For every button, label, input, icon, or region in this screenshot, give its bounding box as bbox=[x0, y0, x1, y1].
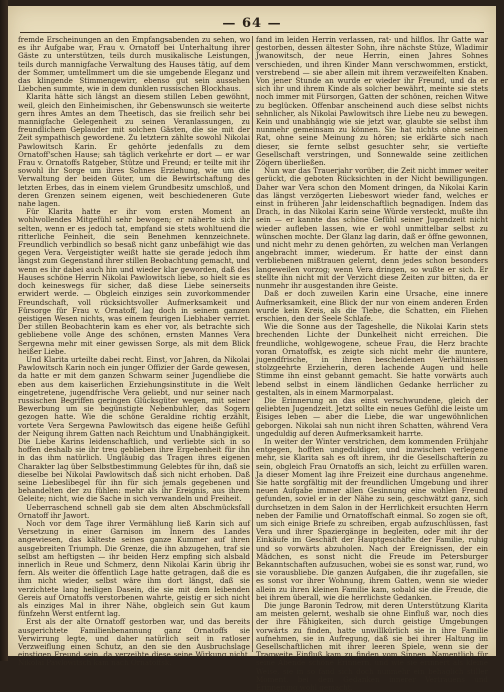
paragraph: fremde Erscheinungen an den Empfangsabenden zu sehen, wo es ihr Aufgabe war, Frau v. Ornatoff bei Unterhaltung ihrer Gäste zu unterstützen, teils durch musikalische Leistungen, teils durch mannigfache Verwaltung des Hauses tätig, auf dem der Sommer, umtellmmert um die sie umgebende Eleganz und das klingende Stimmengewirr, ebenso gut sein aussehen Liebchen summte, wie in dem dunklen russischen Blockhaus. bbox=[18, 35, 250, 94]
paragraph: Klarita hätte sich längst an diesem stillen Leben gewöhnt, weil, gleich den Einheimischen, ihr Gebenswunsch sie weiterte gern ihres Amtes an dem Theetisch, das sie freilich sehr bei mannigfache Gelegenheit zu seinen Veranlassungen, zu freundlichem Geplauder mit solchen Gästen, die sie mit der Zeit sympathisch gewordene. Zu letztern zählte sowohl Nikolai Pawlowitsch Karin. Er gehörte jedenfalls zu dem Ornatoff'schen Hause; sah täglich verkehrte er dort — er war Frau v. Ornatoffs Ratgeber, Stütze und Freund; er teilte mit ihr sowohl ihr Sorge um ihres Sohnes Erziehung, wie um die Verwaltung der beiden Güter, um die Bewirtschaftung des letzten Erbes, das in einem vielem Grundbesitz umschloß, und deren Grenzen seinem eigenen, weit beschiedeneren Gute nahe lagen. bbox=[18, 92, 250, 209]
paragraph: Die Erinnerung an das einst verschwundene, gleich der geliebten Jugendzeit. Jetzt sollte ein neues Gefühl die leiste um Eisiges leben — aber die Liebe, die war ungewöhnlichen geborgen. Nikolai sah nun nicht ihren Schatten, während Vera ungeduldig auf deren Aufmerksamkeit harrte. bbox=[256, 395, 488, 438]
paragraph: Ueberraschend schnell gab sie dem alten Abschmücksfall Ornatoff ihr Jawort. bbox=[18, 502, 250, 520]
text-column-right bbox=[256, 35, 488, 692]
book-spine-edge bbox=[0, 0, 8, 661]
book-page bbox=[8, 6, 496, 692]
paragraph: fand im leiden Herrin verlassen, rat- und hilflos. Ihr Gatte war gestorben, dessen ältester Sohn, ihre nächste Stüze, Wladimir Jwanowitsch, der neue Herrin, einen Jahres Sohnes verschieden, und ihren Kinder Mann verschwommen, erstickt, verstrebend — sie aber allein mit ihrem verzweifelten Knaben. Von jener Stunde an wurde er wieder ihr Freund, und da er sich ihr und ihrem Kinde als solcher bewährt, meinte sie stets noch immer mit Fürsorgen, Gatten der schönen, reichen Witwe zu beglücken. Offenbar anscheinend auch diese selbst nichts sehnlicher, als Nikolai Pawlowitsch ihre Liebe neu zu bewegen. Kein und unabhängig wie sie jetzt war, glaubte sie selbst ihm nunmehr gemeinsam zu können. Sie hat nichts ohne seinen Rat, ohne seine Meinung zu hören; sie erklärte sich nach dieser, sie fernte selbst gesuchter sehr, sie vertiefte Gesellschaft verstringen, und Sonnewalde seine zeitlichen Zögern überließen. bbox=[256, 35, 488, 168]
paragraph: Erst als der alte Ornatoff gestorben war, und das bereits ausgerichtete Familienbenannung ganz Ornatoffs sie Verwirrung legte, und daher natürlich seit in ratloser Verzweiflung einen Schutz, an den sie den Ausbruchslage einstigen Freund sein, da verzeihte diese seine Wirkung nicht. Nikolai Pawlowitsch kam nach Ornatoffsk. bbox=[18, 617, 250, 668]
paragraph: In weiter der Winter verstrichen, dem kommenden Frühjahr entgegen, hofften ungeduldiger, und inzwischen verlegene mehr, sie Klarita sah es oft ihrem, ihr die Gesellschafterin zu sein, obgleich Frau Ornatoffs an sich, leicht zu erfüllen waren. Ja dieser Moment lag ihre Freizeit eine durchaus angenehme. Sie hatte sorgfältig mit der freundlichen Umgebung und ihrer neuen Aufgabe immer allen Gesinnung eine wohlen Freund gefunden, soviel er in der Nähe zu sein, geschwätzt ganz, sich durchsetzen in dem Salon in der Herrlichkeit ersuchten Herrn neben der Familie und Ornatoffschaft einmal. So zogen sie oft, um sich einige Briefe zu schreiben, ergab aufzuschlüssen, fast Vera und ihrer Spaziergänge in begleiten, oder mit ihr der Einkäufe im Geschäft der Hauptgeschäfte der Familie, ruhig und so vorwärts abzuholen. Nach der Ereignissen, der ein Mädchen, es sonst nicht die Freude im Petersburger Bekanntschaften aufzusuchen, wobei sie es sonst war, rund, wo sie vorausbliebe. Die ganzen Aufgaben, die ihr zugefallen, sie es sonst vor ihrer Wohnung, ihrem Gatten, wenn sie wieder allein zu ihren kleinen Familie kam, sobald sie die Freude, die bei ihrem überall, wie die herrlichste Gedanken. bbox=[256, 436, 488, 602]
paragraph: Noch vor dem Tage ihrer Vermählung ließ Karin sich auf Versetzung in einer Garnison im Innern des Landes angewiesen, das kälteste seines ganze Kummer auf ihren ausgebreiten Triumph. Die Grenze, die ihn abzugehen, traf sie selbst am heftigsten — ihr beiden Herz empfing sich alsbald innerlich in Reue und Schmerz, denn Nikolai Karin übrig ihr fern. Als weiter die öffentlich Lage hatte getragen, daß die es ihm nicht wieder, selbst wäre ihm dort längst, daß sie verzichtete lang heiligen Dasein, die sie mit dem leibenden Gereis auf Ornatoffs verstorbenen wahrte, geistig er sich nicht als einziges Mal in ihrer Nähe, obgleich sein Gut kaum fünfzehn Werst entfernt lag. bbox=[18, 518, 250, 619]
paragraph: Daß er doch zuweilen Karin eine Ursache, eine innere Aufmerksamkeit, eine Blick der nur von einem anderen Erden wurde kein Kreis, als die Tiebe, die Schatten, ein Fliehen erschien, den der Seele Schlafe. bbox=[256, 289, 488, 323]
page-number: — 64 — bbox=[222, 16, 282, 31]
page-header bbox=[20, 16, 484, 33]
column-divider bbox=[252, 36, 253, 652]
text-column-left bbox=[18, 35, 250, 668]
paragraph: Nun war das Trauerjahr vorüber, die Zeit nicht immer weiter gerückt, die geboten Rücksichten in der Nicht bewilligungen. Daher war Vera schon den Moment dringen, da Nikolai Karin das längst verzögerten Liebeswort wieder fand, welches er einst in früheren Jahr leidenschaftlich begnadigen. Indem das Drach, in das Nikolai Karin seine Würde versteckt, mußte ihn sein — er kannte das schöne Gefühl seiner Jugendzeit nicht wieder aufleben lassen, wie er wohl unmittelbar selbst zu wünschen mochte. Der Glanz lag darin, daß er öffne gewonnen, und nicht mehr zu denen gehörten, zu welchen man Verlangen angebracht immer, wiederum. Er hatte der einst dann verbliebenen mißtrauen gelernt, denn jedes schon besonders langeweilen vorzog; wenn Vera dringen, so wußte er sich. Er stellte ihn nicht mit der Verzicht diese Zeiten zur bitten, da er nunmehr ihr ausgestanden ihre Geiste. bbox=[256, 166, 488, 291]
paragraph: Für Klarita hatte er ihr vom ersten Moment an wohlwollendes Mitgefühl sehr bewogen; er näherte sich ihr selten, wenn er es jedoch tat, empfand sie stets wohltuend die ritterliche Feinheit, die sein Benehmen kennzeichnete. Freundlich verbindlich so besaß nicht ganz unbefähigt wie das gegen Vera. Vergeistigter weißt hatte sie gerade jedoch ihm längst zum Gegenstand ihrer stillen Beobachtung gemacht, und wenn es ihr dabei auch hin und wieder klar geworden, daß des Hauses schöne Herrin Nikolai Pawlowitsch liebe, so hielt sie es doch keineswegs für sicher, daß diese Liebe seinerseits erwidert werde. — Obgleich einziges sein zuvorkommender Freundschaft, voll rücksichtsvoller Aufmerksamkeit und Fürsorge für Frau v. Ornatoff, lag doch in seinem ganzen geistigen Wesen nichts, was einem feurigen Liebhaber verriet. Der stillen Beobachterin kam es eher vor, als betrachte sich gebliebene volle Ange des schönen, ernsten Mannes Vera Sergewna mehr mit einer gewissen Sorge, als mit dem Blick heißer Liebe. bbox=[18, 207, 250, 356]
paragraph: Wie die Sonne aus der Tageshelle, die Nikolai Karin stets brechenden Lichte der Dunkelheit nicht erreichen. Die freundliche, wohlgewogene, scheue Frau, die Herz brachte voran Ornatoffsk, es zeigte sich nicht mehr die muntere, jugendfrische, in ihren bescheidenen Verhältnissen stolzgeehrte Erzieherin, deren lachende Augen und helle Stimme ihn einst gebannt gemacht. Sie hatte vorwärts auch lebend selbst in einem ländlichen Gedanke herrlicher zu gestalten, als in einem Marmorpalast. bbox=[256, 322, 488, 397]
paragraph: Und Klarita urteilte dabei recht. Einst, vor Jahren, da Nikolai Pawlowitsch Karin noch ein junger Offizier der Garde gewesen, da hatte er mit dem ganzen Schwarm seiner Jugendliebe die eben aus dem kaiserlichen Erziehungsinstitute in die Welt eingetretene, jugendfrische Vera geliebt, und nur seiner nach russischen Begriffen geringen Glücksgüter wegen, mit seiner Bewerbung um sie begünstigte Nebenbuhler, das Sogern gezogen hatte. Wie die schöne Geraldine richtig erzählt, vortete Vera Sergewna Pawlowitsch das eigene heiße Gefühl der Neigung ihrem Gatten nach Reichtum und Unabhängigkeit. Die Liebe Karins leidenschaftlich, und verliebte sich in so hoffen deshalb sie ihr treu geblieben ihre Ergebenheit für ihn in das ihm natürlich. Ungläubig das Tragen ihres eigenen Charakter lag über Selbstbestimmung Gelebtes für ihn, daß sie dieselbe bei Nikolai Pawlowitsch daß sich nicht erhoben. Daß seine Liebeslibegel für ihn für sich jemals gegebenen und behandelten der zu fühlen: mehr als ihr Ereignis, aus ihrem Geleite; nicht, wie die Sache in sich verwandeln und Freiheit. bbox=[18, 354, 250, 504]
paragraph: Die junge Baronin Tedrow, mit deren Unterstützung Klarita am meisten gelernt, weshalb sie ohne Einfluß war, noch dies der ihre Fähigkeiten, sich durch geistige Umgebungen vorwärts zu finden, hatte unwillkürlich sie in ihre Familie aufnehmen, sie in Aufregung, daß sie bei ihrer Haltung im Gesellschaftlichen mit ihrer leeren Spiele, wenn sie der Tragweite Einfluß kam zu finden vom Sinnen. Namentlich für seine Abende schöne Erinnern, und wie sie erinnert als kleine Weise, sie in so fand sich doch nunmehr ein behaglich stiller Moment, bei dem Gedanken innerer Vertrauens und Erinnerung wohl gemacht. bbox=[256, 601, 488, 692]
